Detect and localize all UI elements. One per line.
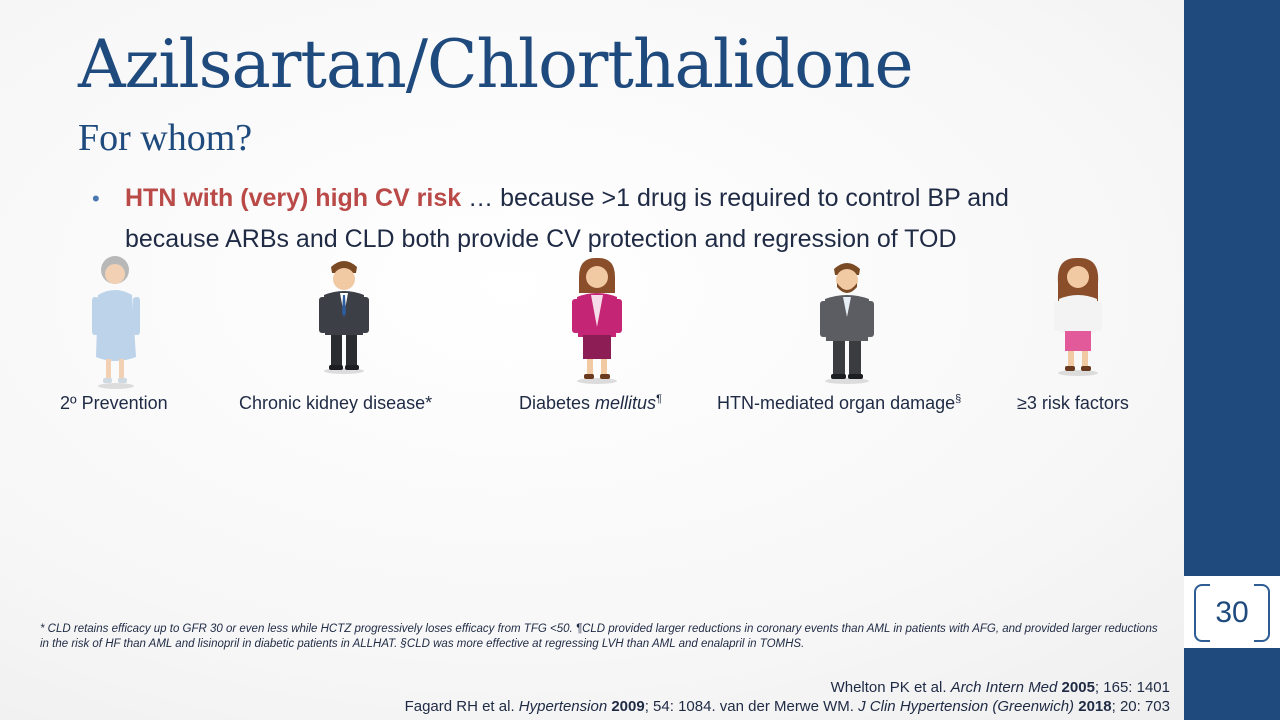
references (405, 678, 1170, 716)
man-suit-icon (316, 255, 372, 375)
young-woman-icon (1050, 255, 1106, 377)
reference-2: Fagard RH et al. Hypertension 2009; 54: 1084. van der Merwe WM. J Clin Hypertension (Greenwich) 2018; 20: 703 (404, 698, 1170, 715)
label-chronic-kidney-disease: Chronic kidney disease* (239, 393, 433, 413)
label-risk-factors: ≥3 risk factors (1017, 393, 1129, 413)
bullet-highlight: HTN with (very) high CV risk (125, 184, 462, 212)
woman-pink-icon (569, 255, 625, 385)
bullet-icon: • (92, 186, 100, 211)
bullet-text: … because >1 drug is required to control BP and because ARBs and CLD both provide CV protection and regression of TOD (125, 184, 1009, 253)
footnote: * CLD retains efficacy up to GFR 30 or even less while HCTZ progressively loses efficacy from TFG <50. ¶CLD provided larger reductions in coronary events than AML in patients with AFG, and provided larger reductions in the risk of HF than AML and lisinopril in diabetic patients in ALLHAT. §CLD was more effective at regressing LVH than AML and enalapril in TOMHS. (40, 623, 1158, 650)
page-number-box (1184, 576, 1280, 648)
bearded-man-icon (819, 255, 875, 385)
reference-1: Whelton PK et al. Arch Intern Med 2005; 165: 1401 (830, 679, 1170, 696)
label-organ-damage: HTN-mediated organ damage§ (717, 393, 962, 413)
label-secondary-prevention: 2º Prevention (60, 393, 168, 413)
label-diabetes: Diabetes mellitus¶ (519, 393, 662, 413)
elderly-woman-icon (88, 255, 144, 390)
page-number: 30 (1215, 596, 1249, 629)
bullet-point (92, 178, 1092, 260)
slide-subtitle: For whom? (78, 117, 253, 159)
slide-title: Azilsartan/Chlorthalidone (78, 26, 913, 103)
